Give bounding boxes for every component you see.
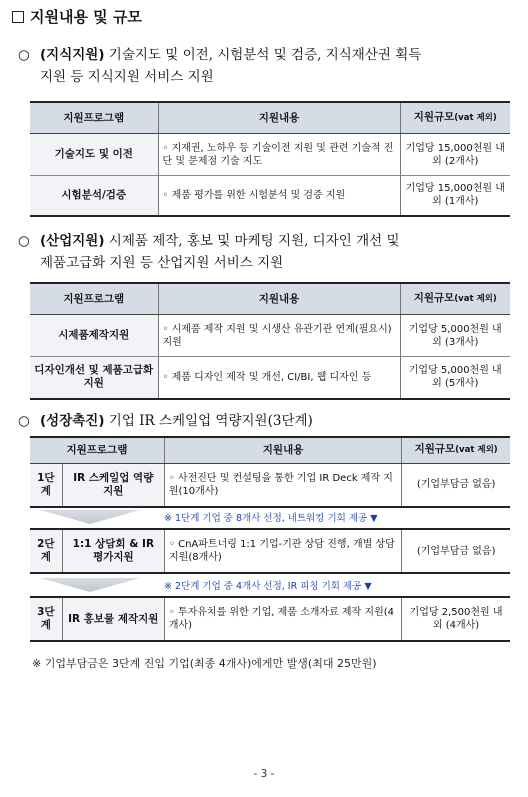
section-knowledge-heading: ○ (지식지원) 기술지도 및 이전, 시험분석 및 검증, 지식재산권 획득 지원 등 지식지원 서비스 지원	[18, 44, 514, 88]
footnote: ※ 기업부담금은 3단계 진입 기업(최종 4개사)에게만 발생(최대 25만원)	[32, 657, 377, 670]
table-header-row	[30, 102, 510, 134]
table-row: 기술지도 및 이전 ◦ 지재권, 노하우 등 기술이전 지원 및 관련 기술적 진단 및 문제점 기술 지도 기업당 15,000천원 내외 (2개사)	[30, 134, 510, 176]
main-title	[12, 6, 142, 27]
knowledge-support-table	[30, 101, 510, 217]
down-chevron-icon	[40, 510, 140, 524]
industry-support-table	[30, 282, 510, 400]
table-row: 시제품제작지원 ◦ 시제품 제작 지원 및 시생산 유관기관 연계(필요시) 지원 기업당 5,000천원 내외 (3개사)	[30, 315, 510, 357]
circle-bullet-icon: ○	[18, 47, 30, 63]
header-content: 지원내용	[164, 437, 401, 463]
section-growth-heading: ○ (성장촉진) 기업 IR 스케일업 역량지원(3단계)	[18, 410, 514, 432]
growth-stage-3-table	[30, 596, 510, 642]
table-row: 1단계 IR 스케일업 역량 지원 ◦ 사전진단 및 컨설팅을 통한 기업 IR Deck 제작 지원(10개사) (기업부담금 없음)	[30, 463, 510, 507]
header-program: 지원프로그램	[30, 102, 158, 134]
circle-bullet-icon: ○	[18, 413, 30, 429]
table-row: 2단계 1:1 상담회 & IR 평가지원 ◦ CnA파트너링 1:1 기업-기관 상담 진행, 개별 상담 지원(8개사) (기업부담금 없음)	[30, 529, 510, 573]
table-row: 시험분석/검증 ◦ 제품 평가를 위한 시험분석 및 검증 지원 기업당 15,000천원 내외 (1개사)	[30, 176, 510, 216]
table-header-row	[30, 437, 510, 463]
main-title-text: 지원내용 및 규모	[30, 8, 142, 26]
header-scale: 지원규모(vat 제외)	[402, 437, 510, 463]
header-program: 지원프로그램	[30, 437, 164, 463]
header-program: 지원프로그램	[30, 283, 158, 315]
header-scale: 지원규모(vat 제외)	[400, 102, 510, 134]
growth-stage-2-table	[30, 528, 510, 574]
table-row: 디자인개선 및 제품고급화 지원 ◦ 제품 디자인 제작 및 개선, CI/BI, 웹 디자인 등 기업당 5,000천원 내외 (5개사)	[30, 357, 510, 399]
table-row: 3단계 IR 홍보물 제작지원 ◦ 투자유치를 위한 기업, 제품 소개자료 제작 지원(4개사) 기업당 2,500천원 내외 (4개사)	[30, 597, 510, 641]
header-content: 지원내용	[158, 102, 400, 134]
section-industry-heading: ○ (산업지원) 시제품 제작, 홍보 및 마케팅 지원, 디자인 개선 및 제품고급화 지원 등 산업지원 서비스 지원	[18, 230, 514, 274]
header-content: 지원내용	[158, 283, 400, 315]
table-header-row	[30, 283, 510, 315]
page-number: - 3 -	[253, 768, 275, 780]
growth-stage-1-table	[30, 436, 510, 508]
down-chevron-icon	[40, 578, 140, 592]
stage-transition-1: ※ 1단계 기업 중 8개사 선정, 네트워킹 기회 제공 ▼	[40, 508, 510, 526]
checkbox-square-icon	[12, 11, 24, 23]
header-scale: 지원규모(vat 제외)	[400, 283, 510, 315]
stage-transition-2: ※ 2단계 기업 중 4개사 선정, IR 피칭 기회 제공 ▼	[40, 576, 510, 594]
circle-bullet-icon: ○	[18, 233, 30, 249]
